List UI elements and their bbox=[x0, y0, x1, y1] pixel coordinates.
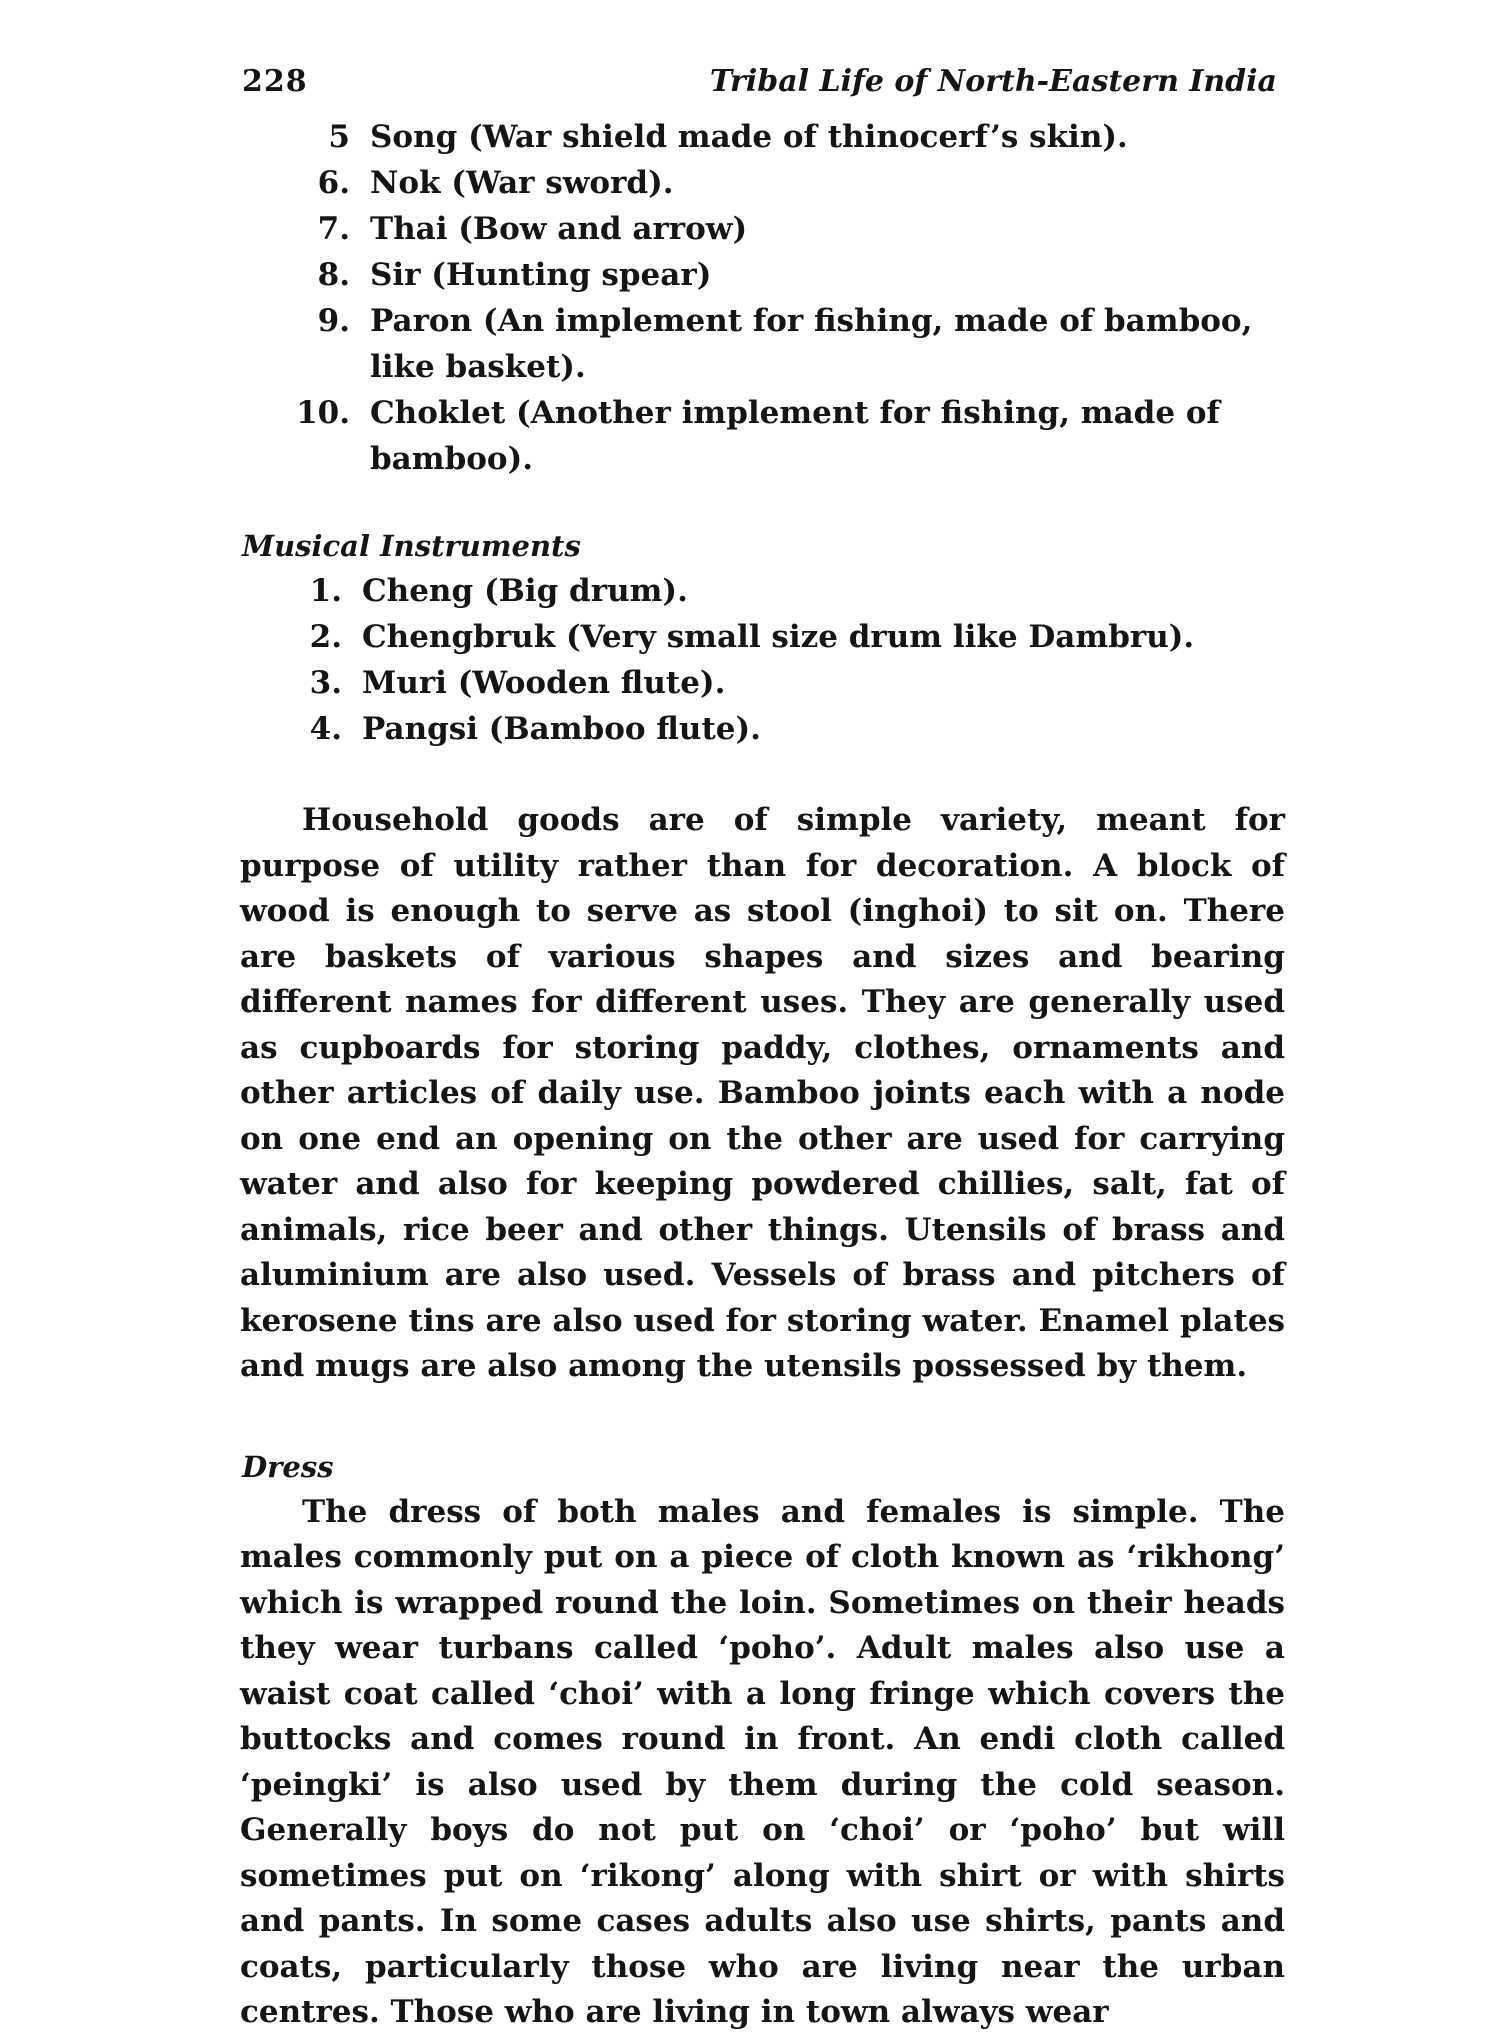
list-item-text: Thai (Bow and arrow) bbox=[370, 211, 748, 247]
list-item-text: Song (War shield made of thinocerf’s skin). bbox=[370, 119, 1128, 155]
musical-instruments-list bbox=[284, 568, 1314, 752]
household-goods-paragraph: Household goods are of simple variety, meant for purpose of utility rather than for decoration. A block of wood is enough to serve as stool (inghoi) to sit on. There are baskets of various shapes and sizes and bearing different names for different uses. They are generally used as cupboards for storing paddy, clothes, ornaments and other articles of daily use. Bamboo joints each with a node on one end an opening on the other are used for carrying water and also for keeping powdered chillies, salt, fat of animals, rice beer and other things. Utensils of brass and aluminium are also used. Vessels of brass and pitchers of kerosene tins are also used for storing water. Enamel plates and mugs are also among the utensils possessed by them. bbox=[240, 802, 1285, 1384]
list-item-number: 1. bbox=[309, 573, 342, 609]
list-item-number: 9. bbox=[317, 303, 350, 339]
page-number: 228 bbox=[242, 64, 308, 99]
list-item-text: Paron (An implement for fishing, made of bamboo, like basket). bbox=[370, 303, 1253, 385]
list-item bbox=[292, 206, 1322, 252]
list-item-number: 3. bbox=[309, 665, 342, 701]
list-item-text: Cheng (Big drum). bbox=[362, 573, 688, 609]
musical-instruments-heading: Musical Instruments bbox=[242, 529, 581, 563]
list-item bbox=[284, 706, 1314, 752]
list-item-number: 2. bbox=[309, 619, 342, 655]
list-item bbox=[284, 614, 1314, 660]
dress-paragraph: The dress of both males and females is simple. The males commonly put on a piece of cloth known as ‘rikhong’ which is wrapped round the loin. Sometimes on their heads they wear turbans called ‘poho’. Adult males also use a waist coat called ‘choi’ with a long fringe which covers the buttocks and comes round in front. An endi cloth called ‘peingki’ is also used by them during the cold season. Generally boys do not put on ‘choi’ or ‘poho’ but will sometimes put on ‘rikong’ along with shirt or with shirts and pants. In some cases adults also use shirts, pants and coats, particularly those who are living near the urban centres. Those who are living in town always wear bbox=[240, 1493, 1285, 2030]
list-item-text: Sir (Hunting spear) bbox=[370, 257, 712, 293]
list-item bbox=[292, 252, 1322, 298]
list-item-text: Muri (Wooden flute). bbox=[362, 665, 726, 701]
list-item-text: Choklet (Another implement for fishing, made of bamboo). bbox=[370, 395, 1220, 477]
list-item-text: Pangsi (Bamboo flute). bbox=[362, 711, 761, 747]
list-item bbox=[292, 390, 1322, 482]
weapons-list bbox=[292, 114, 1322, 482]
list-item-number: 5 bbox=[328, 119, 350, 155]
list-item-number: 8. bbox=[317, 257, 350, 293]
list-item-number: 4. bbox=[309, 711, 342, 747]
list-item bbox=[284, 568, 1314, 614]
dress-heading: Dress bbox=[242, 1449, 334, 1484]
running-title: Tribal Life of North-Eastern India bbox=[709, 64, 1277, 99]
list-item-text: Chengbruk (Very small size drum like Dambru). bbox=[362, 619, 1195, 655]
page-header bbox=[232, 58, 1287, 114]
list-item bbox=[292, 298, 1322, 390]
book-page bbox=[232, 58, 1287, 2030]
list-item-text: Nok (War sword). bbox=[370, 165, 674, 201]
list-item bbox=[284, 660, 1314, 706]
list-item bbox=[292, 160, 1322, 206]
list-item-number: 10. bbox=[296, 395, 350, 431]
list-item-number: 6. bbox=[317, 165, 350, 201]
list-item bbox=[292, 114, 1322, 160]
list-item-number: 7. bbox=[317, 211, 350, 247]
